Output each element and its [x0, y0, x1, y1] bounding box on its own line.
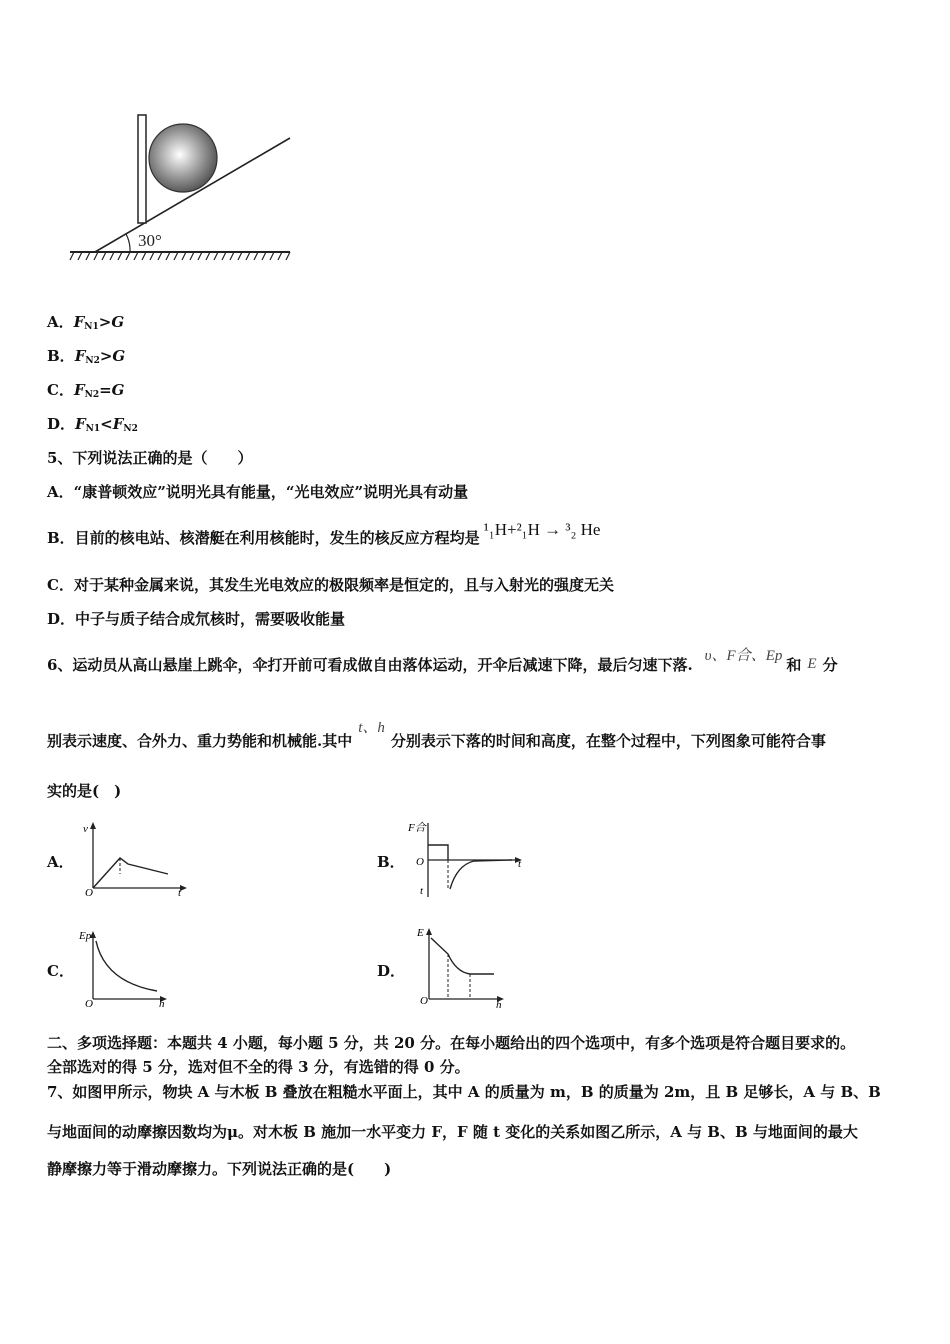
graph-a-o: O: [85, 887, 93, 898]
velocity-curve: [93, 858, 168, 888]
q6-line-1: 6、运动员从高山悬崖上跳伞，伞打开前可看成做自由落体运动，开伞后减速下降，最后匀速下落. υ、F合、Ep 和 E 分: [47, 648, 838, 674]
q4-option-d: D．$F_{N1}<F_{N2}$: [47, 415, 138, 434]
q5-stem: 5、下列说法正确的是（ ）: [47, 449, 253, 467]
ground-hatch: [70, 252, 290, 260]
q7-line-3: 静摩擦力等于滑动摩擦力。下列说法正确的是( ): [47, 1160, 392, 1178]
graph-a: [75, 818, 195, 898]
force-curve: [450, 860, 512, 889]
graph-b-extra: t: [420, 885, 424, 897]
graph-b-x: t: [518, 858, 522, 870]
graph-c: [75, 927, 175, 1009]
graph-c-y: Ep: [79, 930, 92, 942]
section2-line-1: 二、多项选择题：本题共 4 小题，每小题 5 分，共 20 分。在每小题给出的四个选项中，有多个选项是符合题目要求的。: [47, 1034, 856, 1052]
graph-a-x: t: [178, 887, 182, 898]
graph-b-o: O: [416, 856, 424, 868]
graph-c-x: h: [159, 998, 165, 1009]
graph-b: [402, 815, 532, 900]
ball: [149, 124, 217, 192]
section2-line-2: 全部选对的得 5 分，选对但不全的得 3 分，有选错的得 0 分。: [47, 1058, 470, 1076]
graph-b-label: B．: [377, 853, 405, 871]
angle-arc: [126, 234, 130, 252]
graph-c-label: C．: [47, 962, 74, 980]
q4-option-a: A．$F_{N1}>G$: [47, 313, 125, 332]
q4-option-c: C．$F_{N2}=G$: [47, 381, 125, 400]
graph-a-y: v: [83, 823, 88, 835]
potential-energy-curve: [96, 941, 157, 991]
angle-label: 30°: [138, 231, 162, 250]
graph-a-label: A．: [47, 853, 74, 871]
graph-d-label: D．: [377, 962, 406, 980]
q6-line-3: 实的是( ): [47, 782, 122, 800]
nuclear-equation: ¹₁H+²₁H → ³₂ He: [483, 520, 601, 539]
graph-b-y: F合: [408, 822, 426, 834]
vertical-wall: [138, 115, 146, 223]
graph-c-o: O: [85, 998, 93, 1009]
mechanical-energy-curve: [431, 938, 494, 974]
graph-d-y: E: [417, 927, 424, 939]
q4-option-b: B．$F_{N2}>G$: [47, 347, 126, 366]
graph-d-o: O: [420, 995, 428, 1007]
q5-option-a: A．“康普顿效应”说明光具有能量，“光电效应”说明光具有动量: [47, 483, 469, 501]
ball-incline-figure: [60, 105, 300, 270]
q5-option-d: D．中子与质子结合成氘核时，需要吸收能量: [47, 610, 346, 628]
q7-line-1: 7、如图甲所示，物块 A 与木板 B 叠放在粗糙水平面上，其中 A 的质量为 m，B 的质量为 2m，且 B 足够长，A 与 B、B: [47, 1083, 881, 1101]
q5-option-b: B．目前的核电站、核潜艇在利用核能时，发生的核反应方程均是 ¹₁H+²₁H → ³₂ He: [47, 520, 601, 547]
q7-line-2: 与地面间的动摩擦因数均为μ。对木板 B 施加一水平变力 F，F 随 t 变化的关系如图乙所示，A 与 B、B 与地面间的最大: [47, 1123, 858, 1141]
q5-option-c: C．对于某种金属来说，其发生光电效应的极限频率是恒定的，且与入射光的强度无关: [47, 576, 614, 594]
graph-d-x: h: [496, 999, 502, 1009]
q6-line-2: 别表示速度、合外力、重力势能和机械能.其中t、h分别表示下落的时间和高度，在整个过程中，下列图象可能符合事: [47, 720, 826, 750]
graph-d: [412, 924, 512, 1009]
